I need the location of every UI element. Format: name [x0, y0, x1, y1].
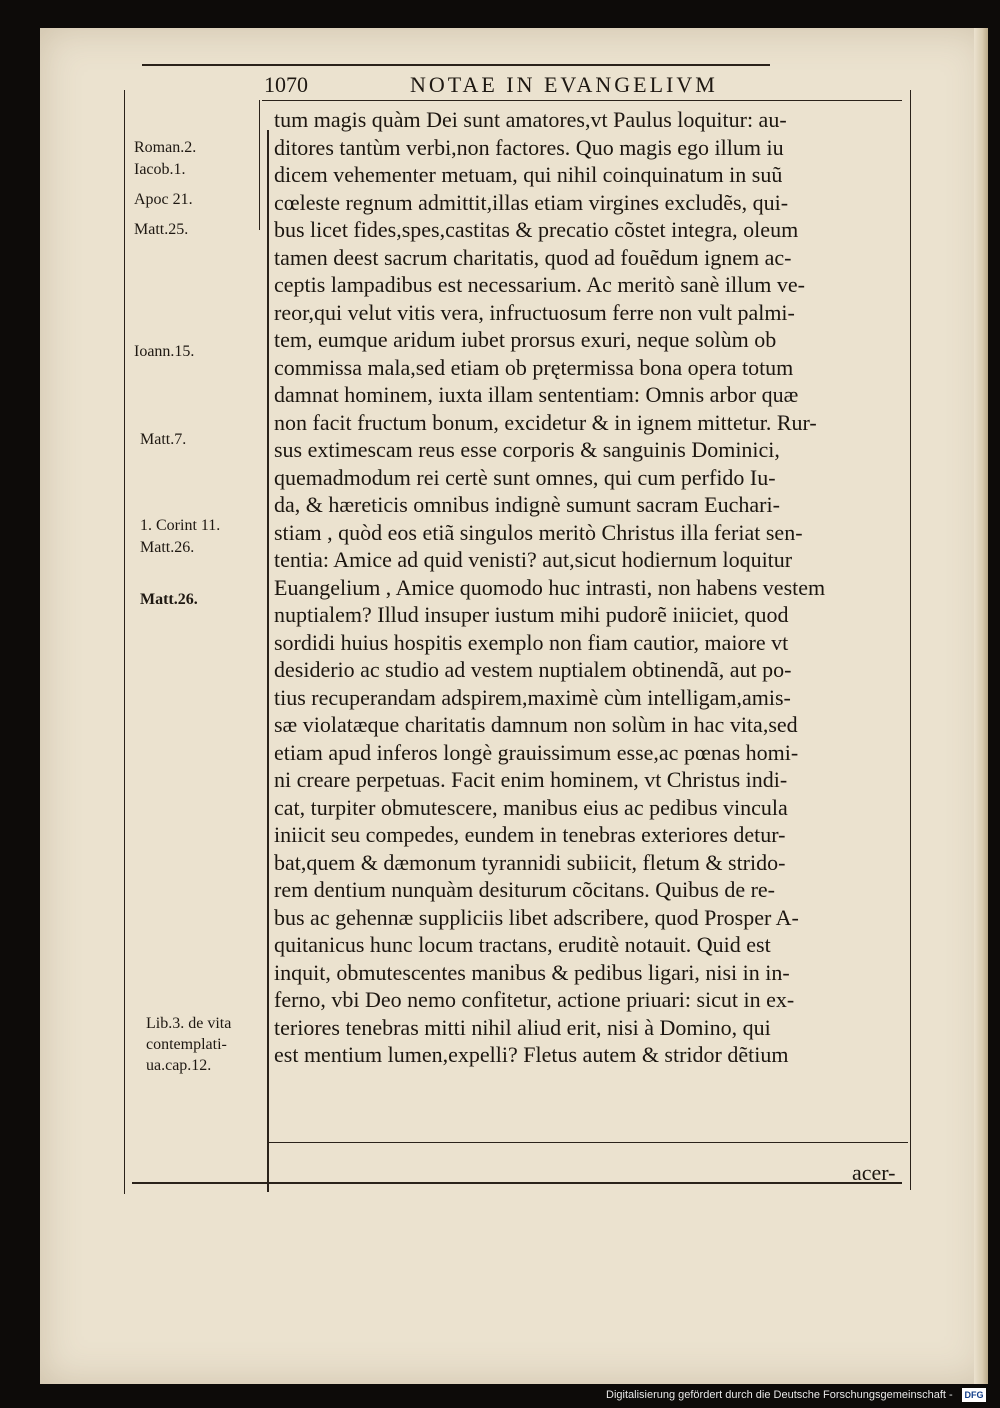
- text-line: est mentium lumen,expelli? Fletus autem & stridor dẽtium: [274, 1042, 789, 1067]
- margin-note: Apoc 21.: [134, 191, 193, 208]
- text-line: bus ac gehennæ suppliciis libet adscribere, quod Prosper A-: [274, 904, 799, 930]
- text-line: da, & hæreticis omnibus indignè sumunt sacram Euchari-: [274, 492, 780, 517]
- page-base-rule: [132, 1182, 902, 1184]
- text-line: ditores tantùm verbi,non factores. Quo magis ego illum iu: [274, 134, 784, 160]
- header-rule: [142, 64, 770, 66]
- top-rule: [262, 100, 902, 101]
- text-line: nuptialem? Illud insuper iustum mihi pudorẽ iniiciet, quod: [274, 602, 789, 627]
- text-line: ni creare perpetuas. Facit enim hominem, vt Christus indi-: [274, 767, 788, 792]
- text-line: quitanicus hunc locum tractans, eruditè notauit. Quid est: [274, 932, 771, 957]
- body-text: [274, 106, 910, 1069]
- text-column-rule: [267, 130, 269, 1192]
- text-line: reor,qui velut vitis vera, infructuosum ferre non vult palmi-: [274, 299, 795, 325]
- text-line: sæ violatæque charitatis damnum non solùm in hac vita,sed: [274, 712, 798, 737]
- text-line: tentia: Amice ad quid venisti? aut,sicut hodiernum loquitur: [274, 547, 793, 572]
- text-line: ferno, vbi Deo nemo confitetur, actione priuari: sicut in ex-: [274, 987, 795, 1012]
- right-border-rule: [910, 90, 911, 1190]
- margin-left-rule: [124, 90, 125, 1194]
- text-line: teriores tenebras mitti nihil aliud erit, nisi à Domino, qui: [274, 1014, 771, 1040]
- text-line: Euangelium , Amice quomodo huc intrasti, non habens vestem: [274, 574, 826, 600]
- dfg-logo: DFG: [962, 1388, 986, 1402]
- text-line: cœleste regnum admittit,illas etiam virgines excludẽs, qui-: [274, 189, 789, 215]
- text-line: iniicit seu compedes, eundem in tenebras exteriores detur-: [274, 822, 786, 847]
- margin-note: Matt.26.: [140, 591, 198, 608]
- text-line: tem, eumque aridum iubet prorsus exuri, neque solùm ob: [274, 327, 777, 352]
- page-edge: [974, 28, 988, 1384]
- margin-note: Matt.25.: [134, 221, 189, 238]
- margin-note: Lib.3. de vita: [146, 1015, 232, 1032]
- text-line: bus licet fides,spes,castitas & precatio cõstet integra, oleum: [274, 217, 799, 242]
- text-bottom-rule: [268, 1142, 908, 1143]
- text-line: etiam apud inferos longè grauissimum esse,ac pœnas homi-: [274, 739, 799, 765]
- margin-note: 1. Corint 11.: [140, 517, 221, 534]
- text-line: rem dentium nunquàm desiturum cõcitans. Quibus de re-: [274, 877, 775, 902]
- text-line: tius recuperandam adspirem,maximè cùm intelligam,amis-: [274, 684, 791, 710]
- margin-note: Ioann.15.: [134, 343, 195, 360]
- text-line: commissa mala,sed etiam ob prętermissa bona opera totum: [274, 354, 794, 380]
- catchword: acer-: [852, 1160, 896, 1185]
- running-title: NOTAE IN EVANGELIVM: [410, 72, 718, 97]
- text-line: damnat hominem, iuxta illam sententiam: Omnis arbor quæ: [274, 382, 799, 407]
- margin-note: ua.cap.12.: [146, 1057, 212, 1074]
- margin-note: contemplati-: [146, 1036, 227, 1053]
- page-number: 1070: [264, 72, 308, 97]
- digitization-credit: Digitalisierung gefördert durch die Deutsche Forschungsgemeinschaft -: [606, 1389, 953, 1401]
- text-line: sordidi huius hospitis exemplo non fiam cautior, maiore vt: [274, 629, 789, 655]
- text-line: desiderio ac studio ad vestem nuptialem obtinendã, aut po-: [274, 657, 792, 682]
- margin-note: Roman.2.: [134, 139, 197, 156]
- text-line: cat, turpiter obmutescere, manibus eius ac pedibus vincula: [274, 794, 788, 820]
- text-line: non facit fructum bonum, excidetur & in ignem mittetur. Rur-: [274, 409, 817, 435]
- margin-bracket-rule: [259, 100, 260, 230]
- text-line: sus extimescam reus esse corporis & sanguinis Dominici,: [274, 437, 780, 462]
- margin-note: Matt.7.: [140, 431, 187, 448]
- margin-note: Matt.26.: [140, 539, 195, 556]
- text-line: stiam , quòd eos etiã singulos meritò Christus illa feriat sen-: [274, 519, 803, 545]
- margin-note: Iacob.1.: [134, 161, 186, 178]
- text-line: dicem vehementer metuam, qui nihil coinquinatum in suũ: [274, 162, 783, 187]
- text-line: inquit, obmutescentes manibus & pedibus ligari, nisi in in-: [274, 959, 790, 985]
- text-line: tamen deest sacrum charitatis, quod ad fouẽdum ignem ac-: [274, 244, 792, 270]
- text-line: tum magis quàm Dei sunt amatores,vt Paulus loquitur: au-: [274, 107, 787, 132]
- text-line: bat,quem & dæmonum tyrannidi subiicit, fletum & strido-: [274, 849, 786, 875]
- text-line: ceptis lampadibus est necessarium. Ac meritò sanè illum ve-: [274, 272, 805, 297]
- text-line: quemadmodum rei certè sunt omnes, qui cum perfido Iu-: [274, 464, 776, 490]
